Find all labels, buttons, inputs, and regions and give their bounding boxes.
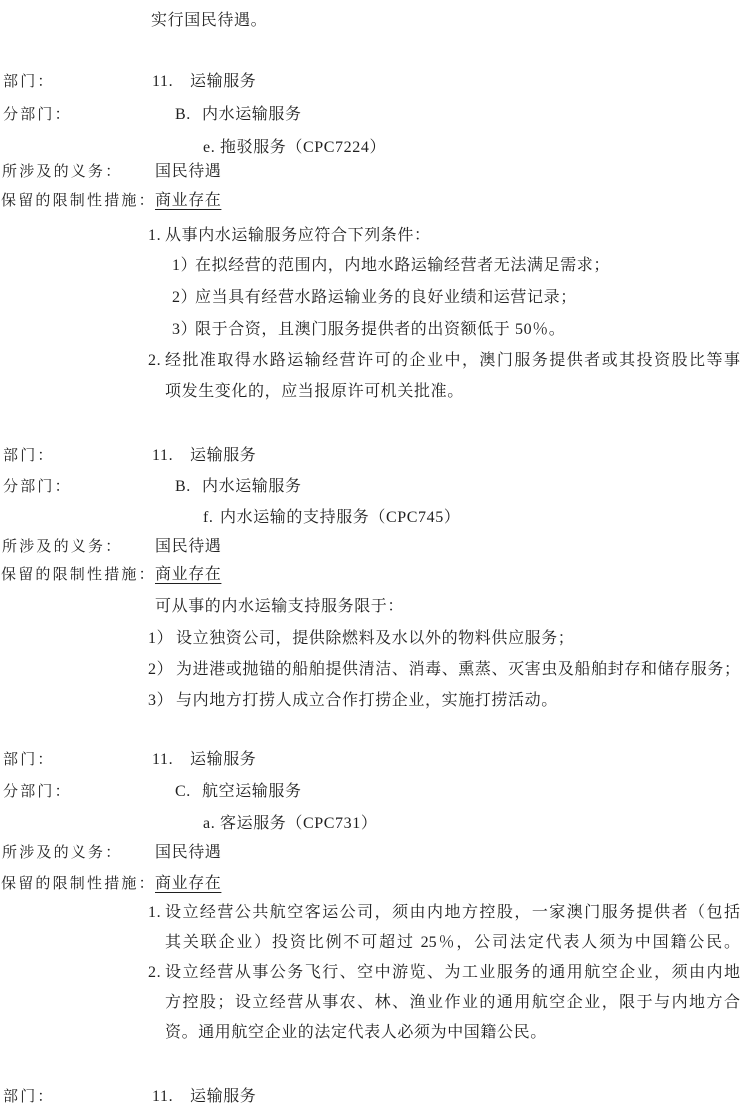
obligations-value: 国民待遇 [155,844,222,861]
measure-continuation [165,992,740,1014]
obligations-value: 国民待遇 [155,538,222,555]
measure-text: 设立经营从事公务飞行、空中游览、为工业服务的通用航空企业，须由内地 [165,964,740,981]
measure-marker: 1. [148,904,162,921]
measure-text: 限于合资，且澳门服务提供者的出资额低于 50％。 [195,321,566,338]
subsector-name: 航空运输服务 [202,783,302,800]
cpc-line [203,137,386,159]
measure-marker: 3） [172,321,198,338]
measure-marker: 3） [148,692,174,709]
measure-text: 应当具有经营水路运输业务的良好业绩和运营记录； [195,289,577,306]
measure-text: 方控股；设立经营从事农、林、渔业作业的通用航空企业，限于与内地方合 [165,994,740,1011]
subsector-label: 分部门： [3,107,72,123]
measure-text: 设立经营公共航空客运公司，须由内地方控股，一家澳门服务提供者（包括 [165,904,740,921]
obligations-value: 国民待遇 [155,163,222,180]
sector-name: 运输服务 [190,447,257,464]
sector-value [152,749,256,771]
measure-marker: 2. [148,352,162,369]
measure-continuation: 资。通用航空企业的法定代表人必须为中国籍公民。 [165,1024,547,1041]
subsector-label: 分部门： [3,479,72,495]
sector-name: 运输服务 [190,751,257,768]
measure-text: 从事内水运输服务应符合下列条件： [165,227,431,244]
obligations-label: 所涉及的义务： [2,164,123,180]
sector-value [152,445,256,467]
measure-item [148,350,740,372]
measures-label: 保留的限制性措施： [1,567,156,583]
sector-value [152,71,256,93]
sector-number: 11. [152,751,174,768]
measure-subitem [172,319,565,341]
measure-intro: 可从事的内水运输支持服务限于： [155,598,405,615]
measures-mode-title: 商业存在 [155,566,222,583]
measure-text: 与内地方打捞人成立合作打捞企业，实施打捞活动。 [176,692,558,709]
sector-label: 部门： [3,752,55,768]
subsector-letter: B. [175,478,191,495]
sector-number: 11. [152,1088,174,1105]
measure-text: 设立独资公司，提供除燃料及水以外的物料供应服务； [176,630,575,647]
cpc-letter: a. [203,815,216,832]
measure-item [148,962,740,984]
measure-item [148,902,740,924]
measure-item [148,225,431,247]
subsector-label: 分部门： [3,784,72,800]
subsector-value [175,476,302,498]
measure-marker: 2） [148,661,174,678]
cpc-name: 拖驳服务（CPC7224） [220,139,387,156]
measure-continuation [165,932,740,954]
subsector-name: 内水运输服务 [202,106,302,123]
measure-text: 经批准取得水路运输经营许可的企业中，澳门服务提供者或其投资股比等事 [165,352,740,369]
sector-number: 11. [152,73,174,90]
measure-subitem [148,690,558,712]
obligations-label: 所涉及的义务： [2,539,123,555]
cpc-line [203,507,460,529]
measure-subitem [172,255,610,277]
continuation-text: 实行国民待遇。 [151,12,268,29]
cpc-letter: e. [203,139,216,156]
sector-value [152,1086,256,1108]
measure-subitem [148,628,574,650]
cpc-line [203,813,377,835]
measure-text: 其关联企业）投资比例不可超过 25％，公司法定代表人须为中国籍公民。 [165,934,740,951]
measures-mode-title: 商业存在 [155,192,222,209]
sector-name: 运输服务 [190,73,257,90]
cpc-name: 客运服务（CPC731） [220,815,378,832]
sector-label: 部门： [3,1089,55,1105]
cpc-name: 内水运输的支持服务（CPC745） [220,509,461,526]
measure-continuation: 项发生变化的，应当报原许可机关批准。 [165,383,464,400]
sector-number: 11. [152,447,174,464]
measures-mode-title: 商业存在 [155,875,222,892]
measures-label: 保留的限制性措施： [1,193,156,209]
subsector-value [175,104,302,126]
obligations-label: 所涉及的义务： [2,845,123,861]
measure-marker: 1） [148,630,174,647]
measure-subitem [172,287,577,309]
subsector-letter: B. [175,106,191,123]
cpc-letter: f. [203,509,214,526]
sector-name: 运输服务 [190,1088,257,1105]
subsector-letter: C. [175,783,191,800]
measure-subitem [148,659,740,681]
measures-label: 保留的限制性措施： [1,876,156,892]
measure-text: 在拟经营的范围内，内地水路运输经营者无法满足需求； [195,257,611,274]
measure-marker: 1. [148,227,162,244]
sector-label: 部门： [3,74,55,90]
measure-text: 为进港或抛锚的船舶提供清洁、消毒、熏蒸、灭害虫及船舶封存和储存服务； [176,661,740,678]
subsector-value [175,781,302,803]
subsector-name: 内水运输服务 [202,478,302,495]
measure-marker: 1） [172,257,198,274]
measure-marker: 2. [148,964,162,981]
sector-label: 部门： [3,448,55,464]
measure-marker: 2） [172,289,198,306]
